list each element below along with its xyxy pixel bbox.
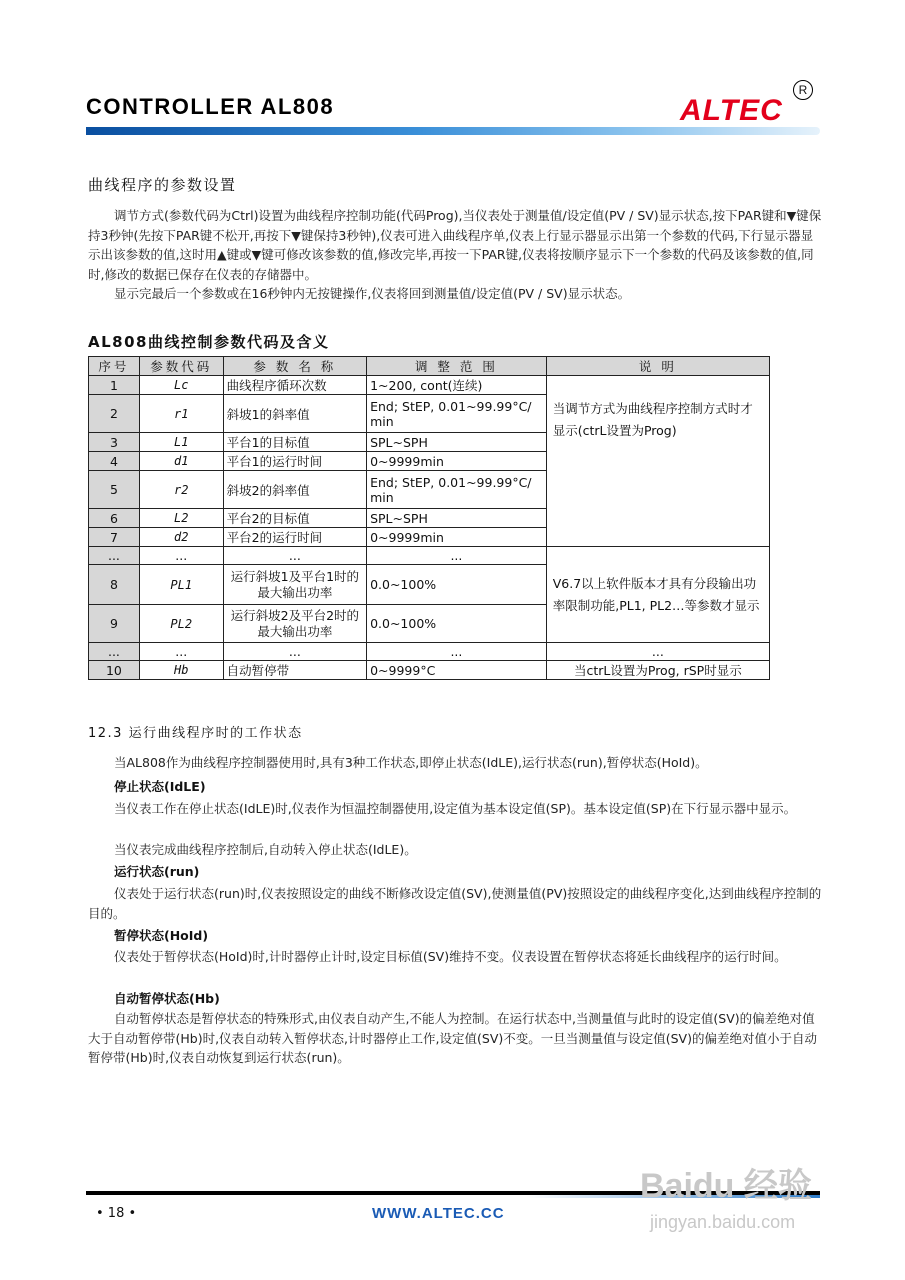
table-title: AL808曲线控制参数代码及含义 [88,333,330,351]
cell-no: 4 [89,452,140,471]
cell-name: 斜坡2的斜率值 [223,471,366,509]
col-header-range: 调 整 范 围 [367,357,547,376]
cell-range: SPL~SPH [367,509,547,528]
cell-no: 5 [89,471,140,509]
col-header-code: 参数代码 [139,357,223,376]
paragraph-text: 当AL808作为曲线程序控制器使用时,具有3种工作状态,即停止状态(IdLE),运行状态(run),暂停状态(HoId)。 [114,755,708,770]
cell-name: 运行斜坡2及平台2时的最大输出功率 [223,605,366,643]
table-row [89,643,770,661]
paragraph-text: 当仪表完成曲线程序控制后,自动转入停止状态(IdLE)。 [114,842,417,857]
brand-logo: ALTEC [680,94,783,127]
cell-code: L2 [139,509,223,528]
cell-range: End; StEP, 0.01~99.99°C/ min [367,471,547,509]
watermark-logo: Baidu 经验 [640,1167,812,1205]
cell-range: 0.0~100% [367,565,547,605]
cell-note-b: V6.7以上软件版本才具有分段输出功率限制功能,PL1, PL2…等参数才显示 [546,547,769,643]
cell-name: 平台2的运行时间 [223,528,366,547]
col-header-name: 参 数 名 称 [223,357,366,376]
parameter-table [88,356,770,680]
cell-name: 斜坡1的斜率值 [223,395,366,433]
cell-name: ... [223,643,366,661]
footer-website: WWW.ALTEC.CC [372,1205,505,1222]
table-header-row [89,357,770,376]
cell-code: r1 [139,395,223,433]
cell-name: 平台1的目标值 [223,433,366,452]
cell-no: 7 [89,528,140,547]
subheading-run-state: 运行状态(run) [114,864,200,879]
cell-range: 0.0~100% [367,605,547,643]
paragraph-text: 显示完最后一个参数或在16秒钟内无按键操作,仪表将回到测量值/设定值(PV / SV)显示状态。 [114,286,631,301]
cell-code: L1 [139,433,223,452]
cell-no: 1 [89,376,140,395]
cell-range: 0~9999min [367,452,547,471]
cell-code: ... [139,643,223,661]
cell-name: 曲线程序循环次数 [223,376,366,395]
cell-range: 0~9999°C [367,661,547,680]
section-heading-curve-params: 曲线程序的参数设置 [88,176,237,194]
subheading-hold-state: 暂停状态(HoId) [114,928,209,943]
cell-code: Hb [139,661,223,680]
document-title: CONTROLLER AL808 [86,94,335,119]
paragraph-text: 自动暂停状态是暂停状态的特殊形式,由仪表自动产生,不能人为控制。在运行状态中,当测量值与此时的设定值(SV)的偏差绝对值大于自动暂停带(Hb)时,仪表自动转入暂停状态,计时器停止工作,设定值(SV)不变。一旦当测量值与设定值(SV)的偏差绝对值小于自动暂停带(Hb)时,仪表自动恢复到运行状态(run)。 [88,1011,817,1065]
cell-code: Lc [139,376,223,395]
cell-note-dots: ... [546,643,769,661]
cell-range: SPL~SPH [367,433,547,452]
paragraph-text: 当仪表工作在停止状态(IdLE)时,仪表作为恒温控制器使用,设定值为基本设定值(SP)。基本设定值(SP)在下行显示器中显示。 [114,801,797,816]
table-row [89,661,770,680]
cell-name: 运行斜坡1及平台1时的最大输出功率 [223,565,366,605]
header-gradient-bar [86,127,820,135]
cell-range: 0~9999min [367,528,547,547]
cell-code: d1 [139,452,223,471]
cell-name: 平台1的运行时间 [223,452,366,471]
cell-no: 3 [89,433,140,452]
col-header-no: 序号 [89,357,140,376]
paragraph-intro [88,206,822,284]
paragraph-auto-hold [88,1009,822,1068]
paragraph-text: 仪表处于运行状态(run)时,仪表按照设定的曲线不断修改设定值(SV),使测量值(PV)按照设定的曲线程序变化,达到曲线程序控制的目的。 [88,886,822,921]
cell-no: 2 [89,395,140,433]
table-row [89,376,770,395]
paragraph-text: 仪表处于暂停状态(HoId)时,计时器停止计时,设定目标值(SV)维持不变。仪表设置在暂停状态将延长曲线程序的运行时间。 [114,949,787,964]
col-header-notes: 说 明 [546,357,769,376]
cell-note-a: 当调节方式为曲线程序控制方式时才显示(ctrL设置为Prog) [546,376,769,547]
table-row [89,547,770,565]
subheading-stop-state: 停止状态(IdLE) [114,779,206,794]
paragraph-run [88,884,822,923]
page-number: • 18 • [96,1206,137,1221]
cell-no: 9 [89,605,140,643]
cell-name: ... [223,547,366,565]
watermark-url: jingyan.baidu.com [650,1212,796,1232]
cell-no: 8 [89,565,140,605]
cell-no: ... [89,547,140,565]
cell-code: PL1 [139,565,223,605]
cell-name: 平台2的目标值 [223,509,366,528]
cell-code: ... [139,547,223,565]
cell-code: d2 [139,528,223,547]
cell-range: End; StEP, 0.01~99.99°C/ min [367,395,547,433]
paragraph-text: 调节方式(参数代码为Ctrl)设置为曲线程序控制功能(代码Prog),当仪表处于测量值/设定值(PV / SV)显示状态,按下PAR键和▼键保持3秒钟(先按下PAR键不松开,再按下▼键保持3秒钟),仪表可进入曲线程序单,仪表上行显示器显示出第一个参数的代码,下行显示器显示出该参数的值,这时用▲键或▼键可修改该参数的值,修改完毕,再按一下PAR键,仪表将按顺序显示下一个参数的代码及该参数的值,同时,修改的数据已保存在仪表的存储器中。 [88,208,822,282]
paragraph-states-intro [88,753,822,773]
cell-no: 6 [89,509,140,528]
cell-no: 10 [89,661,140,680]
cell-range: ... [367,643,547,661]
cell-note-c: 当ctrL设置为Prog, rSP时显示 [546,661,769,680]
cell-range: 1~200, cont(连续) [367,376,547,395]
cell-range: ... [367,547,547,565]
paragraph-stop-2 [88,840,822,860]
paragraph-hold [88,947,822,967]
subheading-auto-hold: 自动暂停状态(Hb) [114,991,220,1006]
registered-mark: R [793,80,813,100]
cell-no: ... [89,643,140,661]
cell-code: PL2 [139,605,223,643]
paragraph-timeout [88,284,822,304]
cell-name: 自动暂停带 [223,661,366,680]
paragraph-stop-1 [88,799,822,819]
cell-code: r2 [139,471,223,509]
section-heading-run-states: 12.3 运行曲线程序时的工作状态 [88,726,303,741]
